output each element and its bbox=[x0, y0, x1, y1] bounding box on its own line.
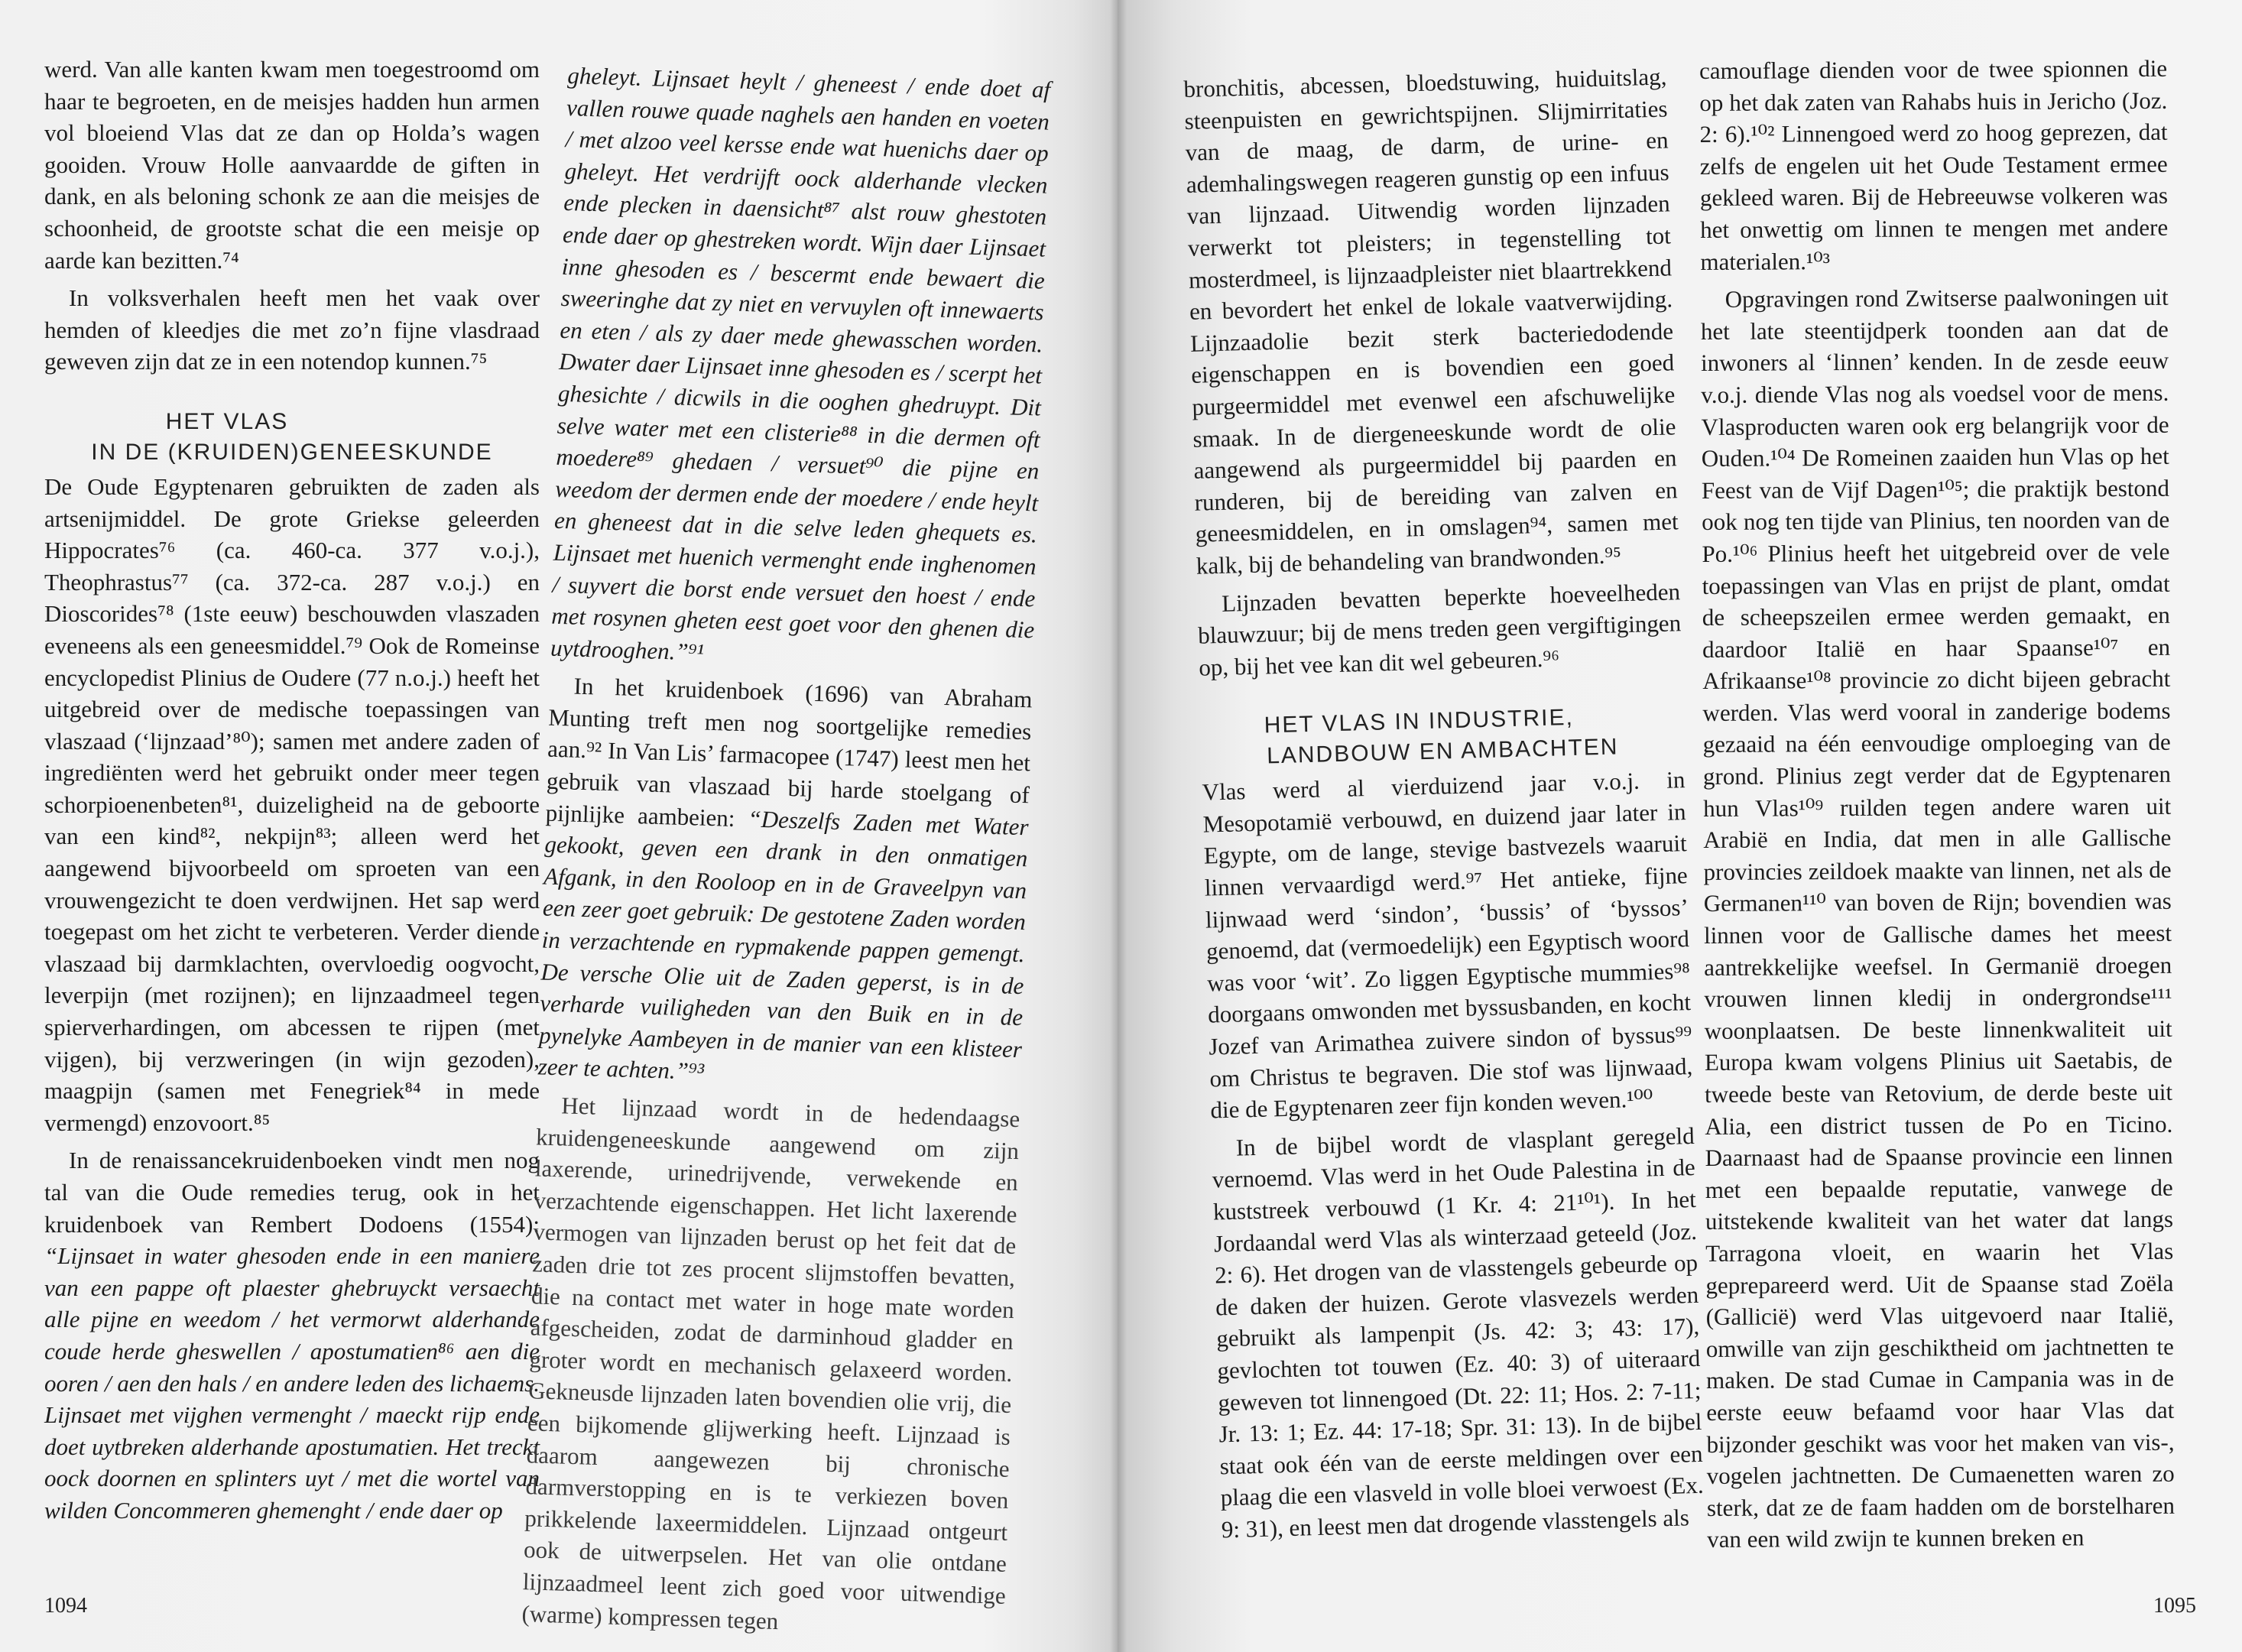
section-heading-line-1: HET VLAS bbox=[165, 408, 289, 434]
section-heading-line-2: IN DE (KRUIDEN)GENEESKUNDE bbox=[91, 439, 493, 465]
page-number-right: 1095 bbox=[2153, 1594, 2196, 1618]
right-page-column-1 bbox=[1183, 60, 1705, 1545]
book-gutter bbox=[1110, 0, 1127, 1652]
paragraph: Lijnzaden bevatten beperkte hoeveelheden blauwzuur; bij de mens treden geen vergiftigingen op, bij het vee kan dit wel gebeuren.⁹⁶ bbox=[1197, 577, 1682, 681]
paragraph-text: In de renaissancekruidenboeken vindt men nog tal van die Oude remedies terug, ook in het kruidenboek van Rembert Dodoens (1554): bbox=[44, 1147, 540, 1238]
paragraph: Het lijnzaad wordt in de hedendaagse kruidengeneeskunde aangewend om zijn laxerende, urinedrijvende, verwekende en verzachtende eigenschappen. Het licht laxerende vermogen van lijnzaden berust op het feit dat de zaden drie tot zes procent slijmstoffen bevatten, die na contact met water in hoge mate worden afgescheiden, zodat de darminhoud gladder en groter wordt en mechanisch gelaxeerd worden. Gekneusde lijnzaden laten bovendien olie vrij, die een bijkomende glijwerking heeft. Lijnzaad is daarom aangewezen bij chronische darmverstopping en is te verkiezen boven prikkelende laxeermiddelen. Lijnzaad ontgeurt ook de uitwerpselen. Het van olie ontdane lijnzaadmeel leent zich goed voor uitwendige (warme) kompressen tegen bbox=[521, 1092, 1020, 1634]
paragraph-text: In het kruidenboek (1696) van Abraham Munting treft men nog soortgelijke remedies aan.⁹² In Van Lis’ farmacopee (1747) leest men het gebruik van vlaszaad bij harde stoelgang of pijnlijke aambeien: bbox=[545, 672, 1033, 832]
paragraph: werd. Van alle kanten kwam men toegestroomd om haar te begroeten, en de meisjes hadden hun armen vol bloeiend Vlas dat ze dan op Holda’s wagen gooiden. Vrouw Holle aanvaardde de giften in dank, en als beloning schonk ze aan die meisjes de schoonheid, de grootste schat die een meisje op aarde kan bezitten.⁷⁴ bbox=[44, 56, 540, 274]
right-page-column-2 bbox=[1699, 53, 2175, 1556]
paragraph: camouflage dienden voor de twee spionnen die op het dak zaten van Rahabs huis in Jericho (Joz. 2: 6).¹⁰² Linnengoed werd zo hoog geprezen, dat zelfs de engelen uit het Oude Testament ermee gekleed waren. Bij de Hebreeuwse volkeren was het onwettig om linnen te mengen met andere materialen.¹⁰³ bbox=[1699, 54, 2169, 275]
paragraph: Opgravingen rond Zwitserse paalwoningen uit het late steentijdperk toonden aan dat de inwoners al ‘linnen’ kenden. In de zesde eeuw v.o.j. diende Vlas nog als voedsel voor de mens. Vlasproducten waren ook erg belangrijk voor de Ouden.¹⁰⁴ De Romeinen zaaiden hun Vlas op het Feest van de Vijf Dagen¹⁰⁵; die praktijk bestond ook nog ten tijde van Plinius, ten noorden van de Po.¹⁰⁶ Plinius heeft het uitgebreid over de vele toepassingen van Vlas en prijst de plant, omdat de scheepszeilen ermee werden gemaakt, en daardoor Italië en haar Spaanse¹⁰⁷ en Afrikaanse¹⁰⁸ provincie zo dicht bijeen gebracht werden. Vlas werd vooral in zanderige bodems gezaaid na één eenvoudige omploeging van de grond. Plinius zegt verder dat de Egyptenaren hun Vlas¹⁰⁹ ruilden tegen andere waren uit Arabië en India, dat men in alle Gallische provincies zeildoek maakte van linnen, net als de Germanen¹¹⁰ van boven de Rijn; bovendien was linnen voor de Gallische dames het meest aantrekkelijke weefsel. In Germanië droegen vrouwen linnen kledij in ondergrondse¹¹¹ woonplaatsen. De beste linnenkwaliteit uit Europa kwam volgens Plinius uit Saetabis, de tweede beste van Retovium, de derde beste uit Alia, een district tussen de Po en Ticino. Daarnaast had de Spaanse provincie een linnen met een bepaalde reputatie, vanwege de uitstekende kwaliteit van het water dat langs Tarragona vloeit, en waarin het Vlas geprepareerd werd. Uit de Spaanse stad Zoëla (Gallicië) werd Vlas uitgevoerd naar Italië, omwille van zijn geschiktheid om jachtnetten te maken. De stad Cumae in Campania was in de eerste eeuw befaamd voor haar Vlas dat bijzonder geschikt was voor het maken van vis-, vogelen jachtnetten. De Cumaenetten waren zo sterk, dat ze de faam hadden om de borstelharen van een wild zwijn te kunnen breken en bbox=[1700, 283, 2175, 1553]
quotation-dodoens: “Lijnsaet in water ghesoden ende in een maniere van een pappe oft plaester ghebruyckt versaecht alle pijne en weedom / het vermorwt alderhande coude herde gheswellen / apostumatien⁸⁶ aen die ooren / aen den hals / en andere leden des lichaems. Lijnsaet met vijghen vermenght / maeckt rijp ende doet uytbreken alderhande apostumatien. Het treckt oock doornen en splinters uyt / met die wortel van wilden Concommeren ghemenght / ende daer op bbox=[44, 1242, 540, 1524]
paragraph bbox=[44, 1144, 540, 1526]
quotation-dodoens-continued: gheleyt. Lijnsaet heylt / gheneest / ende doet af vallen rouwe quade naghels aen handen en voeten / met alzoo veel kersse ende wat huenichs daer op gheleyt. Het verdrijft oock alderhande vlecken ende plecken in daensicht⁸⁷ alst rouw ghestoten ende daer op ghestreken wordt. Wijn daer Lijnsaet inne ghesoden es / bescermt ende bewaert die sweeringhe dat zy niet en vervuylen oft innewaerts en eten / als zy daer mede ghewasschen worden. Dwater daer Lijnsaet inne ghesoden es / scerpt het ghesichte / dicwils in die ooghen ghedruypt. Dit selve water met een clisterie⁸⁸ in die dermen oft moedere⁸⁹ ghedaen / versuet⁹⁰ die pijne en weedom der dermen ende der moedere / ende heylt en gheneest dat in die selve leden ghequets es. Lijnsaet met huenich vermenght ende inghenomen / suyvert die borst ende versuet den hoest / ende met rosynen gheten eest goet voor den ghenen die uytdrooghen.”⁹¹ bbox=[550, 61, 1051, 666]
section-heading bbox=[1200, 699, 1685, 774]
paragraph: bronchitis, abcessen, bloedstuwing, huiduitslag, steenpuisten en gewrichtspijnen. Slijmirritaties van de maag, de darm, de urine- en ademhalingswegen reageren gunstig op een infuus van lijnzaad. Uitwendig worden lijnzaden verwerkt tot pleisters; in tegenstelling tot mosterdmeel, is lijnzaadpleister niet blaartrekkend en bevordert het enkel de lokale vaatverwijding. Lijnzaadolie bezit sterk bacteriedodende eigenschappen en is bovendien een goed purgeermiddel met evenwel een afschuwelijke smaak. In de diergeneeskunde wordt de olie aangewend als purgeermiddel bij paarden en runderen, bij de bereiding van zalven en geneesmiddelen, en in omslagen⁹⁴, samen met kalk, bij de behandeling van brandwonden.⁹⁵ bbox=[1183, 63, 1679, 579]
page-number-left: 1094 bbox=[44, 1594, 87, 1618]
section-heading-line-2: LANDBOUW EN AMBACHTEN bbox=[1266, 734, 1619, 769]
section-heading bbox=[44, 407, 540, 468]
left-page-column-1 bbox=[44, 54, 540, 1527]
section-heading-line-1: HET VLAS IN INDUSTRIE, bbox=[1264, 705, 1575, 738]
left-page-column-2 bbox=[521, 60, 1051, 1644]
paragraph bbox=[537, 670, 1033, 1097]
quotation-van-lis: “Deszelfs Zaden met Water gekookt, geven een drank in den onmatigen Afgank, in den Rooloop en in de Graveelpyn van een zeer goet gebruik: De gestotene Zaden worden in verzachtende en rypmakende pappen gemengt. De versche Olie uit de Zaden geperst, is in de verharde vuiligheden van den Buik en in de pynelyke Aambeyen in de manier van een klisteer zeer te achten.”⁹³ bbox=[537, 805, 1030, 1086]
paragraph: Vlas werd al vierduizend jaar v.o.j. in Mesopotamië verbouwd, en duizend jaar later in Egypte, om de lange, stevige bastvezels waaruit linnen vervaardigd werd.⁹⁷ Het antieke, fijne lijnwaad werd ‘sindon’, ‘bussis’ of ‘byssos’ genoemd, dat (vermoedelijk) een Egyptisch woord was voor ‘wit’. Zo liggen Egyptische mummies⁹⁸ doorgaans omwonden met byssusbanden, en kocht Jozef van Arimathea zuivere sindon of byssus⁹⁹ om Christus te begraven. Die stof was lijnwaad, die de Egyptenaren zeer fijn konden weven.¹⁰⁰ bbox=[1202, 766, 1693, 1124]
left-page bbox=[0, 0, 1118, 1652]
paragraph: In volksverhalen heeft men het vaak over hemden of kleedjes die met zo’n fijne vlasdraad geweven zijn dat ze in een notendop kunnen.⁷⁵ bbox=[44, 284, 540, 375]
paragraph: In de bijbel wordt de vlasplant geregeld vernoemd. Vlas werd in het Oude Palestina in de kuststreek verbouwd (1 Kr. 4: 21¹⁰¹). In het Jordaandal werd Vlas als winterzaad geteeld (Joz. 2: 6). Het drogen van de vlasstengels gebeurde op de daken der huizen. Gerote vlasvezels werden gebruikt als lampenpit (Js. 42: 3; 43: 17), gevlochten tot touwen (Ez. 40: 3) of uiteraard geweven tot linnengoed (Dt. 22: 11; Hos. 2: 7-11; Jr. 13: 1; Ez. 44: 17-18; Spr. 31: 13). In de bijbel staat ook één van de eerste meldingen over een plaag die een vlasveld in volle bloei verwoest (Ex. 9: 31), en leest men dat drogende vlasstengels als bbox=[1212, 1121, 1705, 1543]
paragraph: De Oude Egyptenaren gebruikten de zaden als artsenijmiddel. De grote Griekse geleerden Hippocrates⁷⁶ (ca. 460-ca. 377 v.o.j.), Theophrastus⁷⁷ (ca. 372-ca. 287 v.o.j.) en Dioscorides⁷⁸ (1ste eeuw) beschouwden vlaszaden eveneens als een geneesmiddel.⁷⁹ Ook de Romeinse encyclopedist Plinius de Oudere (77 n.o.j.) heeft het uitgebreid over de medische toepassingen van vlaszaad (‘lijnzaad’⁸⁰); samen met andere zaden of ingrediënten werd het gebruikt onder meer tegen schorpioenenbeten⁸¹, duizeligheid na de geboorte van een kind⁸², nekpijn⁸³; alleen werd het aangewend bijvoorbeeld om sproeten van een vrouwengezicht te doen verdwijnen. Het sap werd toegepast om het zicht te verbeteren. Verder diende vlaszaad bij darmklachten, overvloedig oogvocht, leverpijn (met rozijnen); en lijnzaadmeel tegen spierverhardingen, om abcessen te rijpen (met vijgen), bij verzweringen (in wijn gezoden), maagpijn (samen met Fenegriek⁸⁴ in mede vermengd) enzovoort.⁸⁵ bbox=[44, 472, 540, 1136]
